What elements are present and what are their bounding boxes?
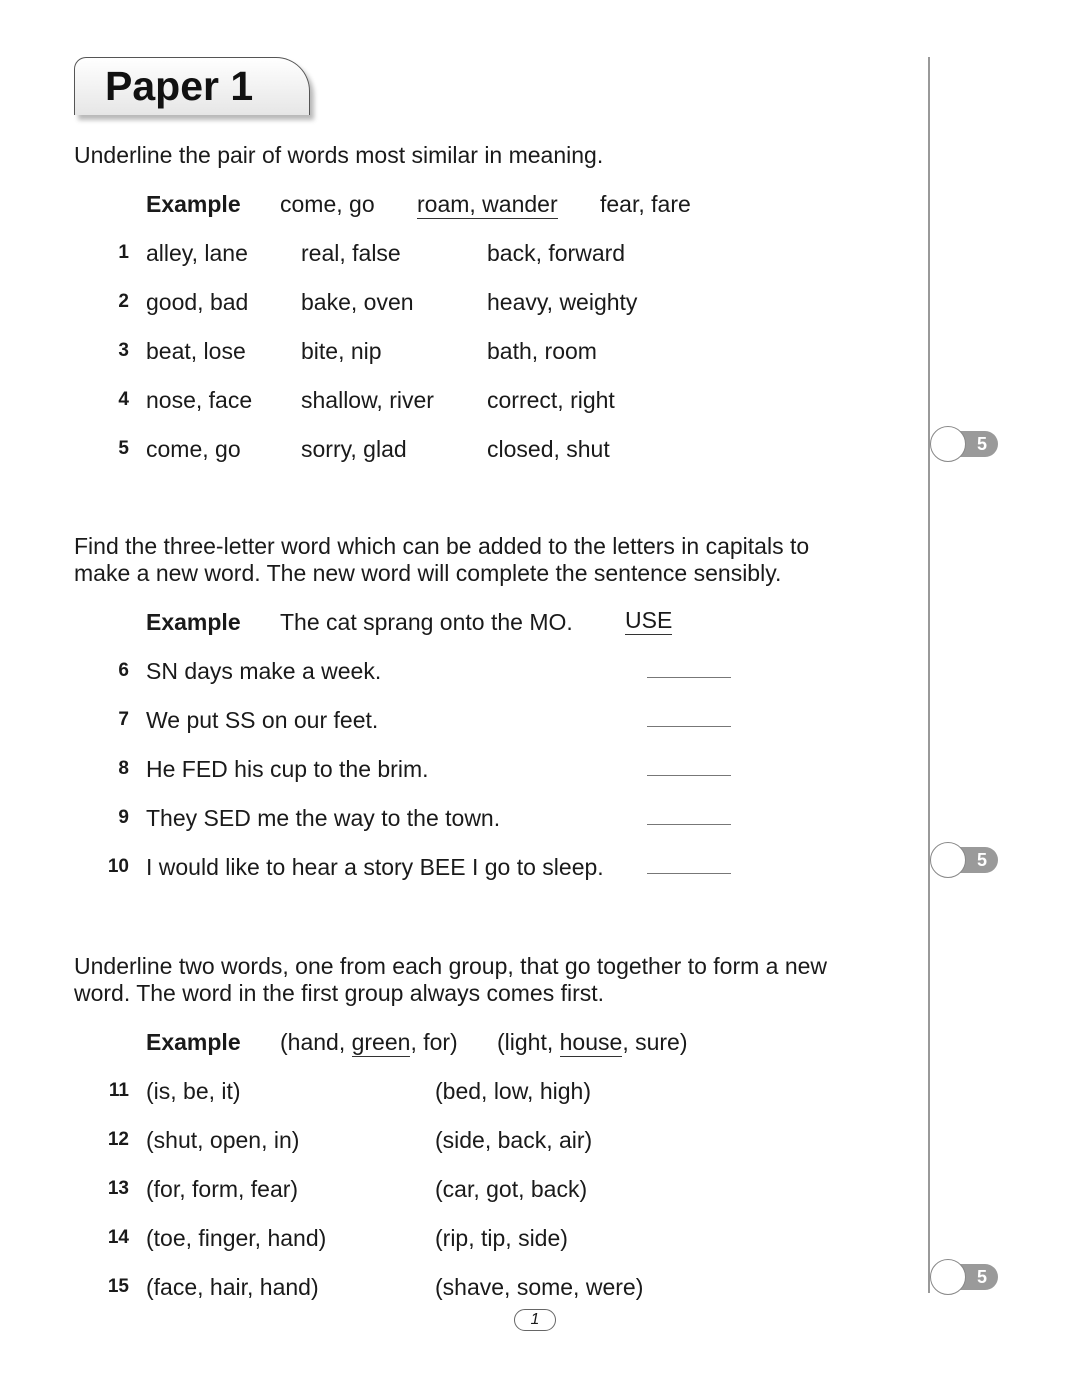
- sentence-text: They SED me the way to the town.: [146, 805, 501, 831]
- score-input-circle[interactable]: [930, 426, 966, 462]
- question-number: 8: [118, 758, 129, 779]
- word-pair-option[interactable]: sorry, glad: [301, 436, 407, 462]
- question-number: 10: [107, 856, 129, 877]
- section1-score-badge: [930, 426, 998, 462]
- section2-score-badge: [930, 842, 998, 878]
- page-number: 1: [514, 1309, 556, 1331]
- section1-example-c: fear, fare: [600, 191, 691, 217]
- word-pair-option[interactable]: shallow, river: [301, 387, 434, 413]
- answer-line[interactable]: [647, 873, 731, 874]
- score-input-circle[interactable]: [930, 842, 966, 878]
- word-pair-option[interactable]: real, false: [301, 240, 401, 266]
- question-number: 3: [118, 340, 129, 361]
- score-total: 5: [976, 1267, 987, 1287]
- sentence-text: I would like to hear a story BEE I go to sleep.: [146, 854, 604, 880]
- word-pair-option[interactable]: nose, face: [146, 387, 253, 413]
- section3-example-group2: (light, house, sure): [497, 1029, 688, 1055]
- word-group-2[interactable]: (rip, tip, side): [435, 1225, 568, 1251]
- question-number: 5: [118, 438, 129, 459]
- score-total: 5: [976, 850, 987, 870]
- word-group-1[interactable]: (for, form, fear): [146, 1176, 299, 1202]
- score-input-circle[interactable]: [930, 1259, 966, 1295]
- section2-instruction-line2: make a new word. The new word will complete the sentence sensibly.: [74, 560, 782, 586]
- answer-line[interactable]: [647, 726, 731, 727]
- word-group-1[interactable]: (is, be, it): [146, 1078, 241, 1104]
- question-number: 1: [118, 242, 129, 263]
- word-pair-option[interactable]: good, bad: [146, 289, 249, 315]
- sentence-text: SN days make a week.: [146, 658, 382, 684]
- word-pair-option[interactable]: bake, oven: [301, 289, 414, 315]
- question-number: 2: [118, 291, 129, 312]
- answer-line[interactable]: [647, 775, 731, 776]
- title-tab: [74, 57, 310, 115]
- question-number: 11: [108, 1080, 129, 1101]
- word-pair-option[interactable]: bite, nip: [301, 338, 382, 364]
- section1-example-label: Example: [146, 191, 241, 217]
- underlined-word: house: [559, 1029, 623, 1055]
- section3-example-label: Example: [146, 1029, 241, 1055]
- word-pair-option[interactable]: alley, lane: [146, 240, 248, 266]
- word-group-2[interactable]: (side, back, air): [435, 1127, 593, 1153]
- score-total: 5: [976, 434, 987, 454]
- question-number: 4: [118, 389, 129, 410]
- question-number: 6: [118, 660, 129, 681]
- section2-example-sentence: The cat sprang onto the MO.: [280, 609, 573, 635]
- word-pair-option[interactable]: closed, shut: [487, 436, 610, 462]
- word-group-2[interactable]: (bed, low, high): [435, 1078, 591, 1104]
- margin-line: [928, 57, 930, 1293]
- section3-example-group1: (hand, green, for): [280, 1029, 458, 1055]
- answer-line[interactable]: [647, 824, 731, 825]
- section2-example-label: Example: [146, 609, 241, 635]
- word-pair-option[interactable]: come, go: [146, 436, 241, 462]
- word-group-1[interactable]: (toe, finger, hand): [146, 1225, 327, 1251]
- word-group-2[interactable]: (car, got, back): [435, 1176, 588, 1202]
- word-pair-option[interactable]: heavy, weighty: [487, 289, 638, 315]
- section1-example-a: come, go: [280, 191, 375, 217]
- question-number: 13: [107, 1178, 129, 1199]
- word-group-2[interactable]: (shave, some, were): [435, 1274, 644, 1300]
- word-pair-option[interactable]: correct, right: [487, 387, 615, 413]
- question-number: 14: [107, 1227, 129, 1248]
- sentence-text: We put SS on our feet.: [146, 707, 379, 733]
- word-group-1[interactable]: (shut, open, in): [146, 1127, 300, 1153]
- page-title: Paper 1: [105, 63, 254, 109]
- section3-score-badge: [930, 1259, 998, 1295]
- section2-example-answer: USE: [625, 607, 673, 633]
- word-pair-option[interactable]: back, forward: [487, 240, 626, 266]
- question-number: 7: [118, 709, 129, 730]
- section2-instruction-line1: Find the three-letter word which can be added to the letters in capitals to: [74, 533, 810, 559]
- section3-instruction-line2: word. The word in the first group always comes first.: [74, 980, 605, 1006]
- sentence-text: He FED his cup to the brim.: [146, 756, 429, 782]
- question-number: 9: [118, 807, 129, 828]
- word-group-1[interactable]: (face, hair, hand): [146, 1274, 319, 1300]
- question-number: 12: [107, 1129, 129, 1150]
- word-pair-option[interactable]: bath, room: [487, 338, 597, 364]
- section3-instruction-line1: Underline two words, one from each group, that go together to form a new: [74, 953, 828, 979]
- word-pair-option[interactable]: beat, lose: [146, 338, 246, 364]
- section1-instruction: Underline the pair of words most similar in meaning.: [74, 142, 604, 168]
- answer-line[interactable]: [647, 677, 731, 678]
- underlined-word: green: [351, 1029, 411, 1055]
- section1-example-b-underlined: roam, wander: [417, 191, 558, 217]
- question-number: 15: [107, 1276, 129, 1297]
